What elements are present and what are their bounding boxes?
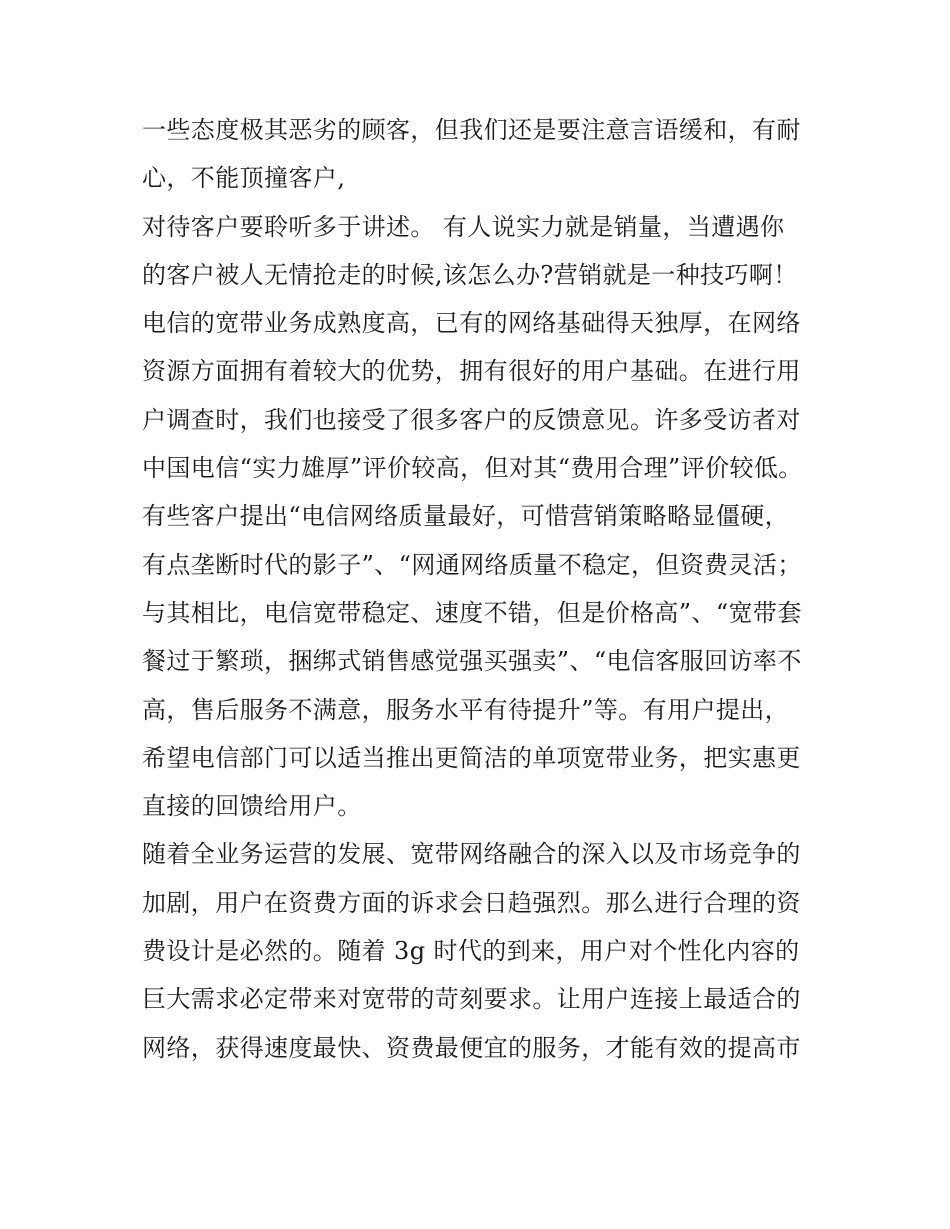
- text-line: 费设计是必然的。随着 3g 时代的到来，用户对个性化内容的: [142, 937, 800, 966]
- text-line: 心，不能顶撞客户,: [142, 164, 346, 193]
- text-line: 有些客户提出“电信网络质量最好，可惜营销策略略显僵硬，: [142, 502, 790, 531]
- text-line: 与其相比，电信宽带稳定、速度不错，但是价格高”、“宽带套: [142, 598, 802, 627]
- text-line: 中国电信“实力雄厚”评价较高，但对其“费用合理”评价较低。: [142, 454, 803, 483]
- text-line: 网络，获得速度最快、资费最便宜的服务，才能有效的提高市: [142, 1033, 801, 1062]
- text-line: 一些态度极其恶劣的顾客，但我们还是要注意言语缓和，有耐: [142, 116, 801, 144]
- text-line: 希望电信部门可以适当推出更简洁的单项宽带业务，把实惠更: [142, 743, 801, 772]
- text-line: 高，售后服务不满意，服务水平有待提升”等。有用户提出，: [142, 695, 790, 724]
- text-line: 巨大需求必定带来对宽带的苛刻要求。让用户连接上最适合的: [142, 985, 801, 1014]
- text-line: 对待客户要聆听多于讲述。 有人说实力就是销量，当遭遇你: [142, 212, 785, 241]
- document-body: [142, 106, 822, 1072]
- text-line: 餐过于繁琐，捆绑式销售感觉强买强卖”、“电信客服回访率不: [142, 647, 802, 676]
- text-line: 电信的宽带业务成熟度高，已有的网络基础得天独厚，在网络: [142, 309, 801, 338]
- text-line: 加剧，用户在资费方面的诉求会日趋强烈。那么进行合理的资: [142, 888, 801, 917]
- text-line: 直接的回馈给用户。: [142, 792, 362, 821]
- text-line: 有点垄断时代的影子”、“网通网络质量不稳定，但资费灵活；: [142, 550, 802, 579]
- text-line: 户调查时，我们也接受了很多客户的反馈意见。许多受访者对: [142, 405, 801, 434]
- text-line: 资源方面拥有着较大的优势，拥有很好的用户基础。在进行用: [142, 357, 801, 386]
- text-line: 的客户被人无情抢走的时候,该怎么办?营销就是一种技巧啊！: [142, 260, 798, 289]
- text-line: 随着全业务运营的发展、宽带网络融合的深入以及市场竞争的: [142, 840, 801, 869]
